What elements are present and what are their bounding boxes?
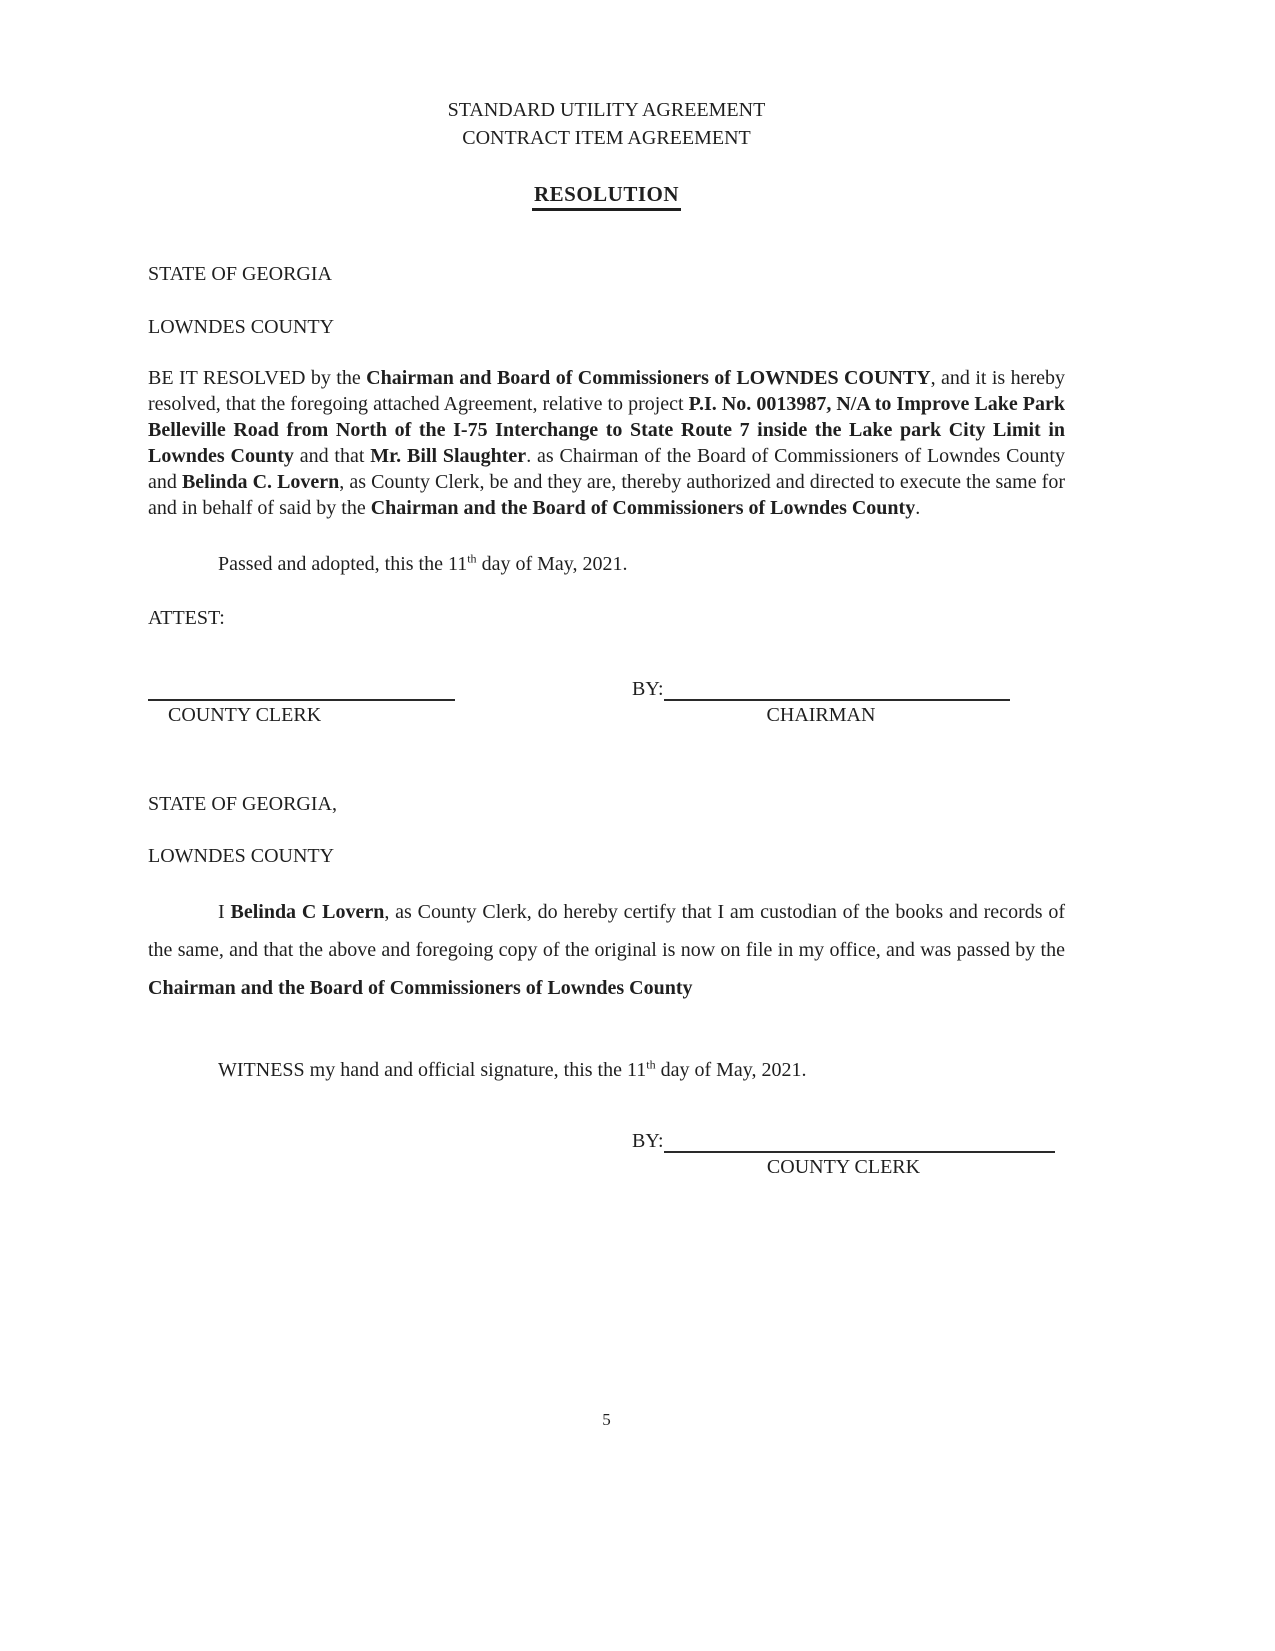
page-number: 5 [602, 1410, 611, 1429]
lowndes-county-line-2: LOWNDES COUNTY [148, 845, 335, 867]
certification-paragraph: I Belinda C Lovern, as County Clerk, do hereby certify that I am custodian of the books and records of the same, and that the above and foregoing copy of the original is now on file in my office, and was passed by the Chairman and the Board of Commissioners of Lowndes County [148, 901, 1065, 999]
county-clerk-signature-block [148, 675, 455, 727]
chairman-label: CHAIRMAN [766, 704, 876, 726]
chairman-signature-block [632, 675, 1010, 727]
state-of-georgia-line-2: STATE OF GEORGIA, [148, 793, 337, 815]
resolution-body-paragraph: BE IT RESOLVED by the Chairman and Board of Commissioners of LOWNDES COUNTY, and it is hereby resolved, that the foregoing attached Agreement, relative to project P.I. No. 0013987, N/A to Improve Lake Park Belleville Road from North of the I-75 Interchange to State Route 7 inside the Lake park City Limit in Lowndes County and that Mr. Bill Slaughter. as Chairman of the Board of Commissioners of Lowndes County and Belinda C. Lovern, as County Clerk, be and they are, thereby authorized and directed to execute the same for and in behalf of said by the Chairman and the Board of Commissioners of Lowndes County. [148, 367, 1065, 519]
signature-row [148, 675, 1065, 727]
document-title: RESOLUTION [532, 182, 681, 211]
header-line-2: CONTRACT ITEM AGREEMENT [462, 127, 751, 149]
county-clerk-signature-line [148, 675, 455, 701]
county-clerk-label: COUNTY CLERK [168, 704, 322, 726]
county-clerk-by-block [632, 1127, 1055, 1179]
chairman-signature-line [664, 675, 1010, 701]
attest-label: ATTEST: [148, 607, 225, 629]
chairman-by-row [632, 675, 1010, 701]
county-clerk-label-2: COUNTY CLERK [766, 1156, 921, 1178]
county-clerk-by-row [632, 1127, 1055, 1153]
passed-and-adopted-line: Passed and adopted, this the 11th day of May, 2021. [218, 551, 628, 575]
lowndes-county-line: LOWNDES COUNTY [148, 316, 335, 338]
header-line-1: STANDARD UTILITY AGREEMENT [447, 99, 766, 121]
document-header [148, 96, 1065, 152]
state-of-georgia-line: STATE OF GEORGIA [148, 263, 332, 285]
by-label: BY: [632, 678, 664, 700]
by-label-2: BY: [632, 1130, 664, 1152]
title-wrap [148, 182, 1065, 211]
witness-line: WITNESS my hand and official signature, this the 11th day of May, 2021. [218, 1057, 807, 1081]
county-clerk-signature-line-2 [664, 1127, 1055, 1153]
